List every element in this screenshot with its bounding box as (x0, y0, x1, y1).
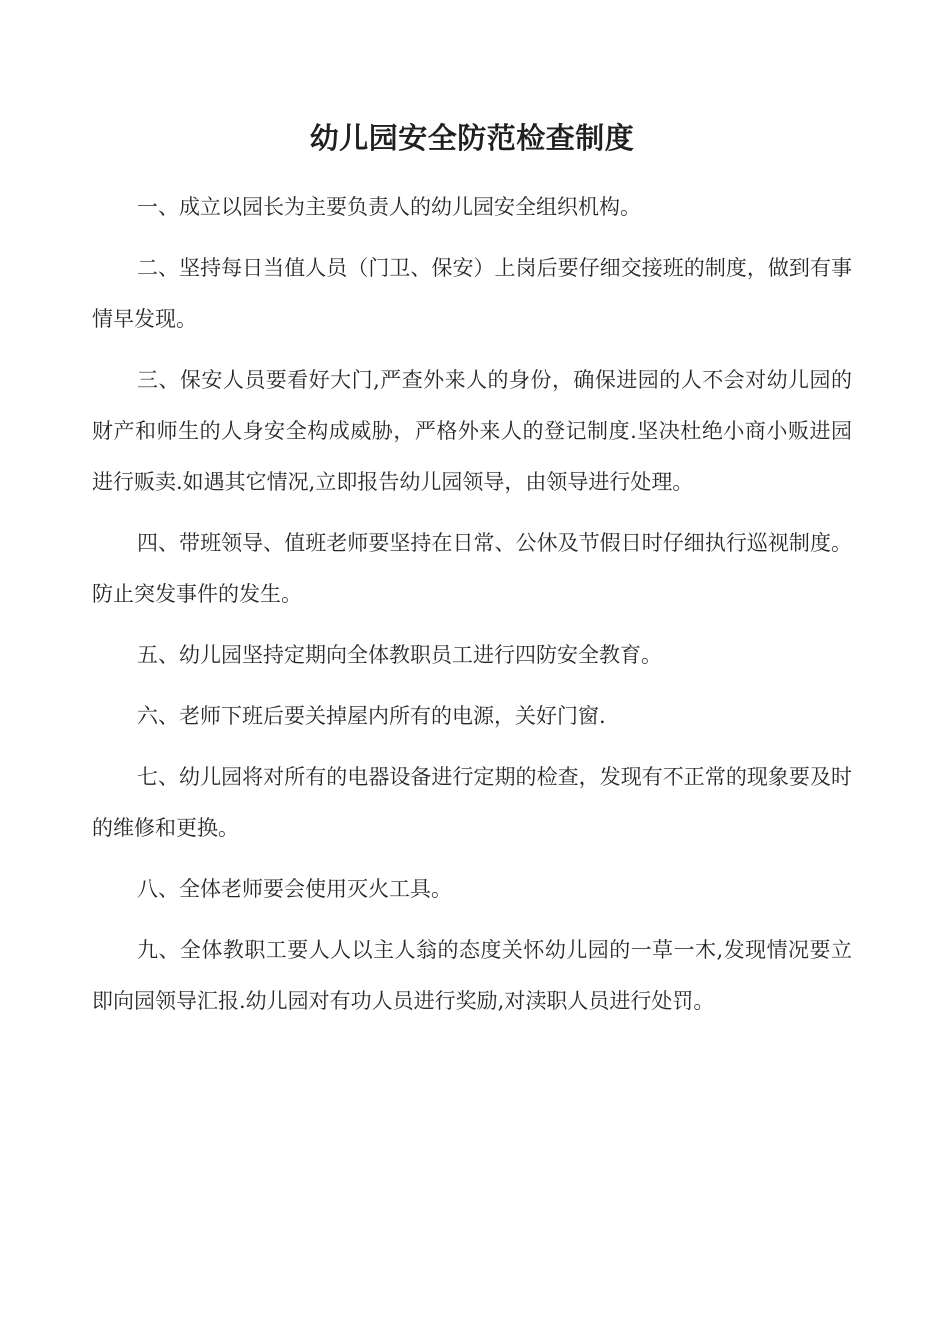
paragraph-7: 七、幼儿园将对所有的电器设备进行定期的检查，发现有不正常的现象要及时的维修和更换。 (92, 765, 852, 840)
paragraph-6: 六、老师下班后要关掉屋内所有的电源，关好门窗. (137, 704, 606, 728)
paragraph-3: 三、保安人员要看好大门,严查外来人的身份，确保进园的人不会对幼儿园的财产和师生的人身安全构成威胁，严格外来人的登记制度.坚决杜绝小商小贩进园进行贩卖.如遇其它情况,立即报告幼儿园领导，由领导进行处理。 (92, 368, 852, 494)
paragraph-1: 一、成立以园长为主要负责人的幼儿园安全组织机构。 (137, 195, 641, 219)
paragraph-4: 四、带班领导、值班老师要坚持在日常、公休及节假日时仔细执行巡视制度。防止突发事件的发生。 (92, 531, 852, 606)
document-title: 幼儿园安全防范检查制度 (309, 121, 635, 155)
paragraph-8: 八、全体老师要会使用灭火工具。 (137, 877, 452, 901)
paragraph-9: 九、全体教职工要人人以主人翁的态度关怀幼儿园的一草一木,发现情况要立即向园领导汇报.幼儿园对有功人员进行奖励,对渎职人员进行处罚。 (92, 938, 852, 1013)
paragraph-2: 二、坚持每日当值人员（门卫、保安）上岗后要仔细交接班的制度，做到有事情早发现。 (92, 256, 852, 331)
document-page (92, 118, 852, 1037)
paragraph-5: 五、幼儿园坚持定期向全体教职员工进行四防安全教育。 (137, 643, 662, 667)
